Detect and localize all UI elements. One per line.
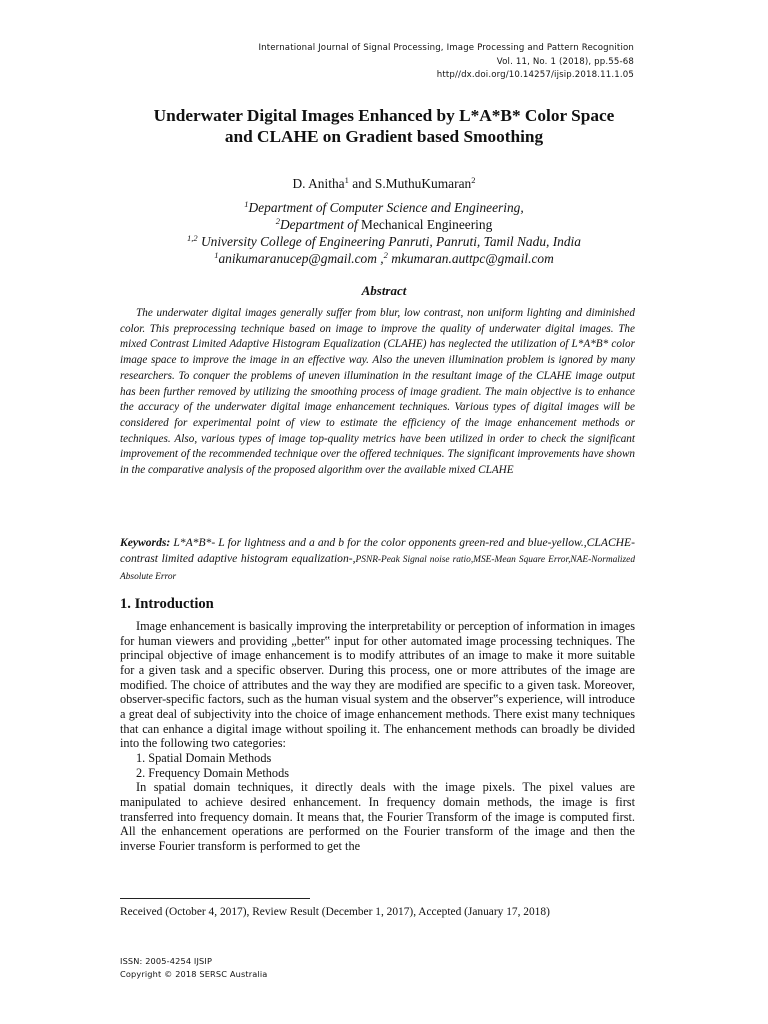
email-2-sup: 2: [383, 250, 388, 260]
intro-paragraph-1: Image enhancement is basically improving the interpretability or perception of information in images for human viewers and providing „better‟ input for other automated image processing techniques. The principal objective of image enhancement is to modify attributes of an image to make it more suitable for a given task and a specific observer. During this process, one or more attributes of the image are modified. The choice of attributes and the way they are modified are specific to a given task. Moreover, observer-specific factors, such as the human visual system and the observer‟s experience, will introduce a great deal of subjectivity into the choice of image enhancement methods. There exist many techniques that can enhance a digital image without spoiling it. The enhancement methods can broadly be divided into the following two categories:: [120, 619, 635, 751]
doi-link[interactable]: http//dx.doi.org/10.14257/ijsip.2018.11.1.05: [436, 70, 634, 80]
running-header: [258, 42, 634, 83]
affiliation-3-sup: 1,2: [187, 233, 198, 243]
introduction-body: [120, 619, 635, 854]
list-item: 2. Frequency Domain Methods: [136, 765, 290, 780]
keywords-text: L*A*B*- L for lightness and a and b for the color opponents green-red and blue-yellow.,CLACHE- contrast limited adaptive histogram equalization-,: [120, 536, 635, 565]
email-2[interactable]: mkumaran.auttpc@gmail.com: [387, 251, 554, 266]
issn: ISSN: 2005-4254 IJSIP: [120, 956, 213, 966]
keywords-label: Keywords:: [120, 536, 171, 549]
abstract-heading: Abstract: [361, 283, 407, 298]
author-emails: [120, 250, 648, 267]
paper-title: [120, 105, 648, 147]
title-line-2: and CLAHE on Gradient based Smoothing: [224, 127, 544, 146]
affiliation-3: [120, 233, 648, 250]
affiliation-2-text: Mechanical Engineering: [361, 217, 493, 232]
affiliation-1: [120, 199, 648, 216]
email-1-sup: 1: [214, 250, 219, 260]
list-item: 1. Spatial Domain Methods: [136, 750, 272, 765]
affiliation-2-sup: 2: [275, 216, 280, 226]
affiliation-1-sup: 1: [244, 199, 249, 209]
keywords: [120, 535, 635, 585]
page-footer: [120, 955, 267, 981]
author-1-sup: 1: [344, 175, 349, 185]
footnote-divider: [120, 898, 310, 899]
author-2: S.MuthuKumaran: [374, 176, 472, 191]
copyright: Copyright © 2018 SERSC Australia: [120, 969, 268, 979]
keywords-text-small: PSNR-Peak Signal noise ratio,MSE-Mean Square Error,NAE-Normalized Absolute Error: [120, 555, 636, 582]
title-line-1: Underwater Digital Images Enhanced by L*A*B* Color Space: [153, 106, 615, 125]
journal-name: International Journal of Signal Processing, Image Processing and Pattern Recognition: [258, 43, 634, 53]
affiliation-2: [120, 216, 648, 233]
volume-info: Vol. 11, No. 1 (2018), pp.55-68: [496, 56, 634, 67]
author-list: [120, 176, 648, 192]
email-1[interactable]: anikumaranucep@gmail.com: [218, 251, 377, 266]
email-separator: ,: [376, 251, 384, 266]
section-heading-introduction: 1. Introduction: [120, 596, 214, 612]
affiliation-3-text: University College of Engineering Panruti, Panruti, Tamil Nadu, India: [197, 234, 581, 249]
affiliation-1-text: Department of Computer Science and Engineering,: [248, 200, 524, 215]
author-separator: and: [348, 176, 375, 191]
abstract-body: The underwater digital images generally suffer from blur, low contrast, non uniform lighting and diminished color. This preprocessing technique based on image to improve the quality of underwater digital images. The mixed Contrast Limited Adaptive Histogram Equalization (CLAHE) has neglected the utilization of L*A*B* color image space to improve the image in an effective way. Also the uneven illumination problem is ignored by many researchers. To conquer the problems of uneven illumination in the resultant image of the CLAHE image output has been further removed by utilizing the smoothing process of image gradient. The main objective is to enhance the accuracy of the underwater digital image enhancement techniques. Various types of digital images will be considered for experimental point of view to estimate the efficiency of the image enhancement methods or techniques. Also, various types of image top-quality metrics have been utilized in order to check the significant improvement of the recommended technique over the offered techniques. The significant improvements have shown in the comparative analysis of the proposed algorithm over the available mixed CLAHE: [120, 307, 635, 477]
author-2-sup: 2: [471, 175, 476, 185]
author-1: D. Anitha: [292, 176, 345, 191]
affiliation-2-text-italic: Department of: [279, 217, 362, 232]
intro-paragraph-2: In spatial domain techniques, it directly deals with the image pixels. The pixel values are manipulated to achieve desired enhancement. In frequency domain methods, the image is first transferred into frequency domain. It means that, the Fourier Transform of the image is computed first. All the enhancement operations are performed on the Fourier transform of the image and then the inverse Fourier transform is performed to get the: [120, 780, 635, 853]
received-footnote: Received (October 4, 2017), Review Result (December 1, 2017), Accepted (January 17, 2018): [120, 906, 550, 918]
affiliations: [120, 199, 648, 267]
